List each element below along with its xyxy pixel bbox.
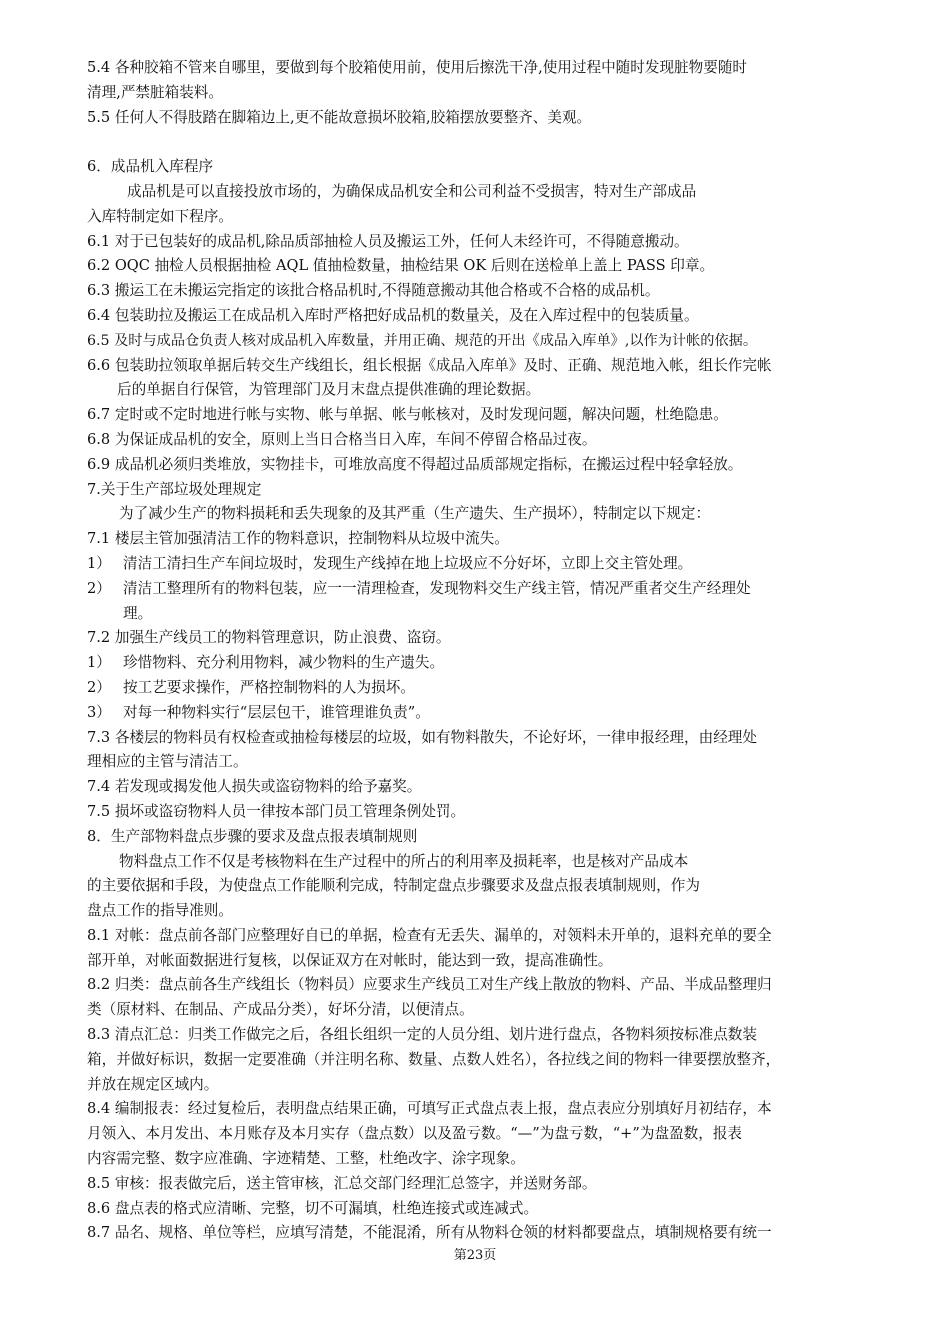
list-text: 珍惜物料、充分利用物料，减少物料的生产遗失。	[123, 654, 445, 672]
section-heading: 7.关于生产部垃圾处理规定	[87, 480, 262, 498]
text-line: 箱，并做好标识，数据一定要准确（并注明名称、数量、点数人姓名），各拉线之间的物料一律要摆放整齐，	[87, 1050, 781, 1068]
text-line: 7.2 加强生产线员工的物料管理意识，防止浪费、盗窃。	[87, 629, 451, 647]
document-body	[87, 56, 839, 1246]
list-number: 3）	[87, 703, 111, 721]
text-line: 8.7 品名、规格、单位等栏，应填写清楚，不能混淆，所有从物料仓领的材料都要盘点，填制规格要有统一	[87, 1224, 772, 1242]
text-line: 8.5 审核：报表做完后，送主管审核，汇总交部门经理汇总签字，并送财务部。	[87, 1174, 597, 1192]
text-line: 为了减少生产的物料损耗和丢失现象的及其严重（生产遗失、生产损坏），特制定以下规定：	[119, 505, 711, 523]
list-text: 对每一种物料实行“层层包干，谁管理谁负责”。	[123, 703, 430, 721]
text-line: 理相应的主管与清洁工。	[87, 753, 248, 771]
text-line: 6.7 定时或不定时地进行帐与实物、帐与单据、帐与帐核对，及时发现问题，解决问题，杜绝隐患。	[87, 406, 728, 424]
text-line: 部开单，对帐面数据进行复核，以保证双方在对帐时，能达到一致，提高准确性。	[87, 951, 613, 969]
text-line: 月领入、本月发出、本月账存及本月实存（盘点数）以及盈亏数。“—”为盘亏数，“+”为盘盈数，报表	[87, 1125, 743, 1143]
text-line: 理。	[123, 604, 153, 622]
text-line: 6.4 包装助拉及搬运工在成品机入库时严格把好成品机的数量关，及在入库过程中的包装质量。	[87, 306, 699, 324]
text-line: 入库特制定如下程序。	[87, 207, 233, 225]
list-number: 1）	[87, 554, 111, 572]
list-item	[87, 676, 839, 701]
list-number: 1）	[87, 654, 111, 672]
page-number: 第23页	[453, 1248, 497, 1263]
text-line: 清理,严禁脏箱装料。	[87, 83, 223, 101]
text-line: 7.4 若发现或揭发他人损失或盗窃物料的给予嘉奖。	[87, 778, 422, 796]
text-line: 8.3 清点汇总：归类工作做完之后，各组长组织一定的人员分组、划片进行盘点，各物料须按标准点数装	[87, 1026, 757, 1044]
list-item	[87, 552, 839, 577]
list-text: 按工艺要求操作，严格控制物料的人为损坏。	[123, 678, 415, 696]
blank-line	[87, 130, 839, 155]
list-number: 2）	[87, 579, 111, 597]
list-item	[87, 651, 839, 676]
text-line: 盘点工作的指导准则。	[87, 902, 233, 920]
text-line: 7.1 楼层主管加强清洁工作的物料意识，控制物料从垃圾中流失。	[87, 530, 509, 548]
text-line: 8.2 归类：盘点前各生产线组长（物料员）应要求生产线员工对生产线上散放的物料、产品、半成品整理归	[87, 976, 772, 994]
text-line: 6.8 为保证成品机的安全，原则上当日合格当日入库，车间不停留合格品过夜。	[87, 430, 597, 448]
text-line: 8.4 编制报表：经过复检后，表明盘点结果正确，可填写正式盘点表上报，盘点表应分别填好月初结存，本	[87, 1100, 772, 1118]
text-line: 6.9 成品机必须归类堆放，实物挂卡，可堆放高度不得超过品质部规定指标，在搬运过程中轻拿轻放。	[87, 455, 743, 473]
text-line: 8.1 对帐：盘点前各部门应整理好自已的单据，检查有无丢失、漏单的，对领料未开单的，退料充单的要全	[87, 926, 772, 944]
text-line: 的主要依据和手段，为使盘点工作能顺利完成，特制定盘点步骤要求及盘点报表填制规则，作为	[87, 877, 700, 895]
list-text: 清洁工整理所有的物料包装，应一一清理检查，发现物料交生产线主管，情况严重者交生产经理处	[123, 579, 751, 597]
text-line: 8.6 盘点表的格式应清晰、完整，切不可漏填，杜绝连接式或连减式。	[87, 1199, 539, 1217]
text-line: 物料盘点工作不仅是考核物料在生产过程中的所占的利用率及损耗率，也是核对产品成本	[119, 852, 689, 870]
text-line: 6.2 OQC 抽检人员根据抽检 AQL 值抽检数量，抽检结果 OK 后则在送检单上盖上 PASS 印章。	[87, 257, 715, 275]
text-line: 6.1 对于已包装好的成品机,除品质部抽检人员及搬运工外，任何人未经许可，不得随意搬动。	[87, 232, 689, 250]
section-heading: 6．成品机入库程序	[87, 158, 214, 176]
text-line: 6.5 及时与成品仓负责人核对成品机入库数量，并用正确、规范的开出《成品入库单》,以作为计帐的依据。	[87, 332, 758, 349]
list-item	[87, 577, 839, 602]
text-line: 成品机是可以直接投放市场的，为确保成品机安全和公司利益不受损害，特对生产部成品	[127, 182, 697, 200]
list-item	[87, 701, 839, 726]
section-heading: 8．生产部物料盘点步骤的要求及盘点报表填制规则	[87, 827, 418, 845]
text-line: 后的单据自行保管，为管理部门及月末盘点提供准确的理论数据。	[117, 381, 541, 399]
text-line: 类（原材料、在制品、产成品分类），好坏分清，以便清点。	[87, 1001, 474, 1019]
text-line: 并放在规定区域内。	[87, 1075, 219, 1093]
text-line: 7.3 各楼层的物料员有权检查或抽检每楼层的垃圾，如有物料散失，不论好坏，一律申报经理，由经理处	[87, 728, 757, 746]
list-text: 清洁工清扫生产车间垃圾时，发现生产线掉在地上垃圾应不分好坏，立即上交主管处理。	[123, 554, 693, 572]
text-line: 5.4 各种胶箱不管来自哪里，要做到每个胶箱使用前，使用后擦洗干净,使用过程中随时发现脏物要随时	[87, 59, 748, 76]
text-line: 6.3 搬运工在未搬运完指定的该批合格品机时,不得随意搬动其他合格或不合格的成品机。	[87, 282, 660, 300]
text-line: 5.5 任何人不得肢踏在脚箱边上,更不能故意损坏胶箱,胶箱摆放要整齐、美观。	[87, 108, 592, 126]
text-line: 内容需完整、数字应准确、字迹精楚、工整，杜绝改字、涂字现象。	[87, 1150, 525, 1168]
text-line: 7.5 损坏或盗窃物料人员一律按本部门员工管理条例处罚。	[87, 802, 466, 820]
text-line: 6.6 包装助拉领取单据后转交生产线组长，组长根据《成品入库单》及时、正确、规范地入帐，组长作完帐	[87, 356, 772, 374]
list-number: 2）	[87, 678, 111, 696]
